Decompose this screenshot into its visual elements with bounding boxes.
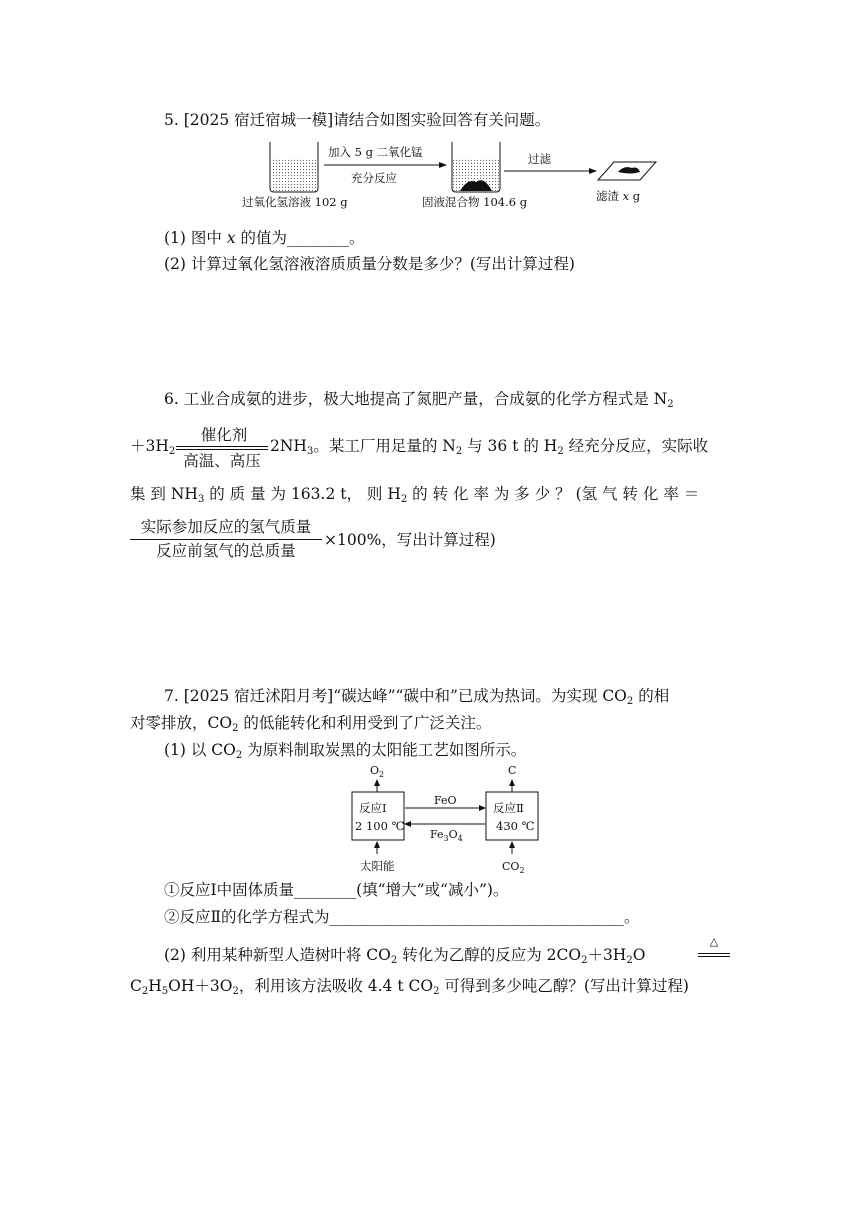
arrow1-bottom-label: 充分反应 <box>351 171 397 185</box>
conversion-fraction-numerator: 实际参加反应的氢气质量 <box>140 518 312 536</box>
reaction-condition-temp-pressure: 高温、高压 <box>183 452 261 470</box>
q7-number: 7. <box>164 687 179 705</box>
q7-item2: ②反应Ⅱ的化学方程式为______________________________________。 <box>164 908 640 926</box>
q7-sub2: (2) 利用某种新型人造树叶将 $CO_2$ 转化为乙醇的反应为 $2CO_2+3H_2O$ <box>164 946 646 966</box>
beaker-2 <box>452 142 500 192</box>
arrow2-top-label: 过滤 <box>528 152 551 166</box>
reaction-2-temp: 430 ℃ <box>496 819 535 833</box>
q7-sub1: (1) 以 $CO_2$ 为原料制取炭黑的太阳能工艺如图所示。 <box>164 741 527 761</box>
co2-input-label: $CO_2$ <box>502 860 525 875</box>
q6-line4-rest: ×100%，写出计算过程) <box>324 531 496 549</box>
conversion-fraction-denominator: 反应前氢气的总质量 <box>156 542 296 560</box>
q7-source: [2025 宿迁沭阳月考] <box>183 687 334 705</box>
filter-paper <box>598 162 656 180</box>
o2-label: $O_2$ <box>370 764 385 779</box>
heat-equals-line <box>698 953 730 954</box>
arrow1-top-label: 加入 5 g 二氧化锰 <box>328 145 423 159</box>
q5-sub2: (2) 计算过氧化氢溶液溶质质量分数是多少？(写出计算过程) <box>164 255 575 273</box>
reaction-condition-catalyst: 催化剂 <box>200 426 248 444</box>
fe3o4-label: $Fe_3O_4$ <box>430 828 463 843</box>
beaker2-label: 固液混合物 104.6 g <box>422 195 528 209</box>
reaction-1-label: 反应Ⅰ <box>359 801 387 815</box>
feo-label: FeO <box>434 794 457 807</box>
reaction-1-temp: 2 100 ℃ <box>355 819 405 833</box>
beaker-1 <box>270 142 318 192</box>
q7-solar-process-diagram <box>340 762 550 878</box>
q7-item1: ①反应Ⅰ中固体质量________(填“增大”或“减小”)。 <box>164 881 509 899</box>
q5-stem <box>164 110 550 130</box>
reaction-2-label: 反应Ⅱ <box>493 801 524 815</box>
q6-line1: 6. 工业合成氨的进步，极大地提高了氮肥产量，合成氨的化学方程式是 $N_2$ <box>164 390 674 410</box>
heat-symbol: △ <box>709 935 719 948</box>
residue-label: 滤渣 x g <box>596 189 641 203</box>
solar-energy-label: 太阳能 <box>360 859 395 873</box>
q7-intro2: 对零排放，$CO_2$ 的低能转化和利用受到了广泛关注。 <box>130 714 492 734</box>
beaker1-label: 过氧化氢溶液 102 g <box>242 195 348 209</box>
q6-line3: 集 到 $NH_3$ 的 质 量 为 163.2 t， 则 $H_2$ 的 转 化 率 为 多 少 ？ (氢 气 转 化 率 ＝ <box>130 485 700 505</box>
q7-sub2-line2: $C_2H_5OH+3O_2$，利用该方法吸收 4.4 t $CO_2$ 可得到多少吨乙醇？(写出计算过程) <box>130 977 689 997</box>
q5-stem-text: 请结合如图实验回答有关问题。 <box>333 111 551 129</box>
equals-double-line-2 <box>176 449 268 450</box>
q5-experiment-diagram <box>236 138 676 216</box>
equals-double-line <box>176 446 268 447</box>
q6-line2-rest: $2NH_3$。某工厂用足量的 $N_2$ 与 36 t 的 $H_2$ 经充分反应，实际收 <box>270 437 709 457</box>
q5-source: [2025 宿迁宿城一模] <box>183 111 334 129</box>
q6-line2: $+3H_2$ <box>130 437 176 457</box>
heat-equals-line-2 <box>698 956 730 957</box>
q5-sub1: (1) 图中 x 的值为________。 <box>164 229 365 247</box>
q5-number: 5. <box>164 111 179 129</box>
q7-intro1: 7. [2025 宿迁沭阳月考]“碳达峰”“碳中和”已成为热词。为实现 $CO_2$ 的相 <box>164 687 670 707</box>
fraction-bar <box>130 539 322 540</box>
c-label: C <box>508 764 517 777</box>
